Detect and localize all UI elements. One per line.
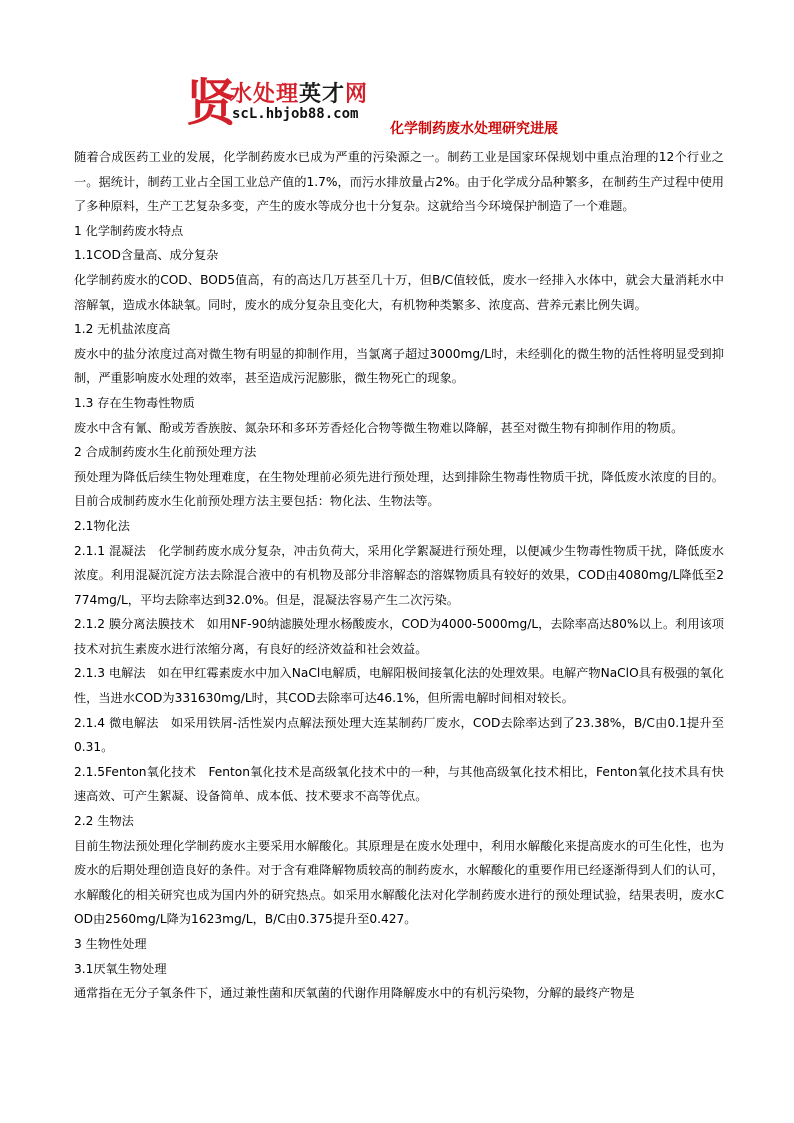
logo-name — [230, 77, 368, 108]
paragraph: 目前生物法预处理化学制药废水主要采用水解酸化。其原理是在废水处理中，利用水解酸化来提高废水的可生化性，也为废水的后期处理创造良好的条件。对于含有难降解物质较高的制药废水，水解酸化的重要作用已经逐渐得到人们的认可，水解酸化的相关研究也成为国内外的研究热点。如采用水解酸化法对化学制药废水进行的预处理试验，结果表明，废水COD由2560mg/L降为1623mg/L，B/C由0.375提升至0.427。 — [74, 838, 724, 927]
section-heading: 1 化学制药废水特点 — [74, 223, 184, 238]
section-heading: 3.1厌氧生物处理 — [74, 961, 167, 976]
paragraph: 2.1.1 混凝法 化学制药废水成分复杂，冲击负荷大，采用化学絮凝进行预处理，以便减少生物毒性物质干扰，降低废水浓度。利用混凝沉淀方法去除混合液中的有机物及部分非溶解态的溶媒物质具有较好的效果，COD由4080mg/L降低至2774mg/L，平均去除率达到32.0%。但是，混凝法容易产生二次污染。 — [74, 543, 724, 607]
paragraph: 随着合成医药工业的发展，化学制药废水已成为严重的污染源之一。制药工业是国家环保规划中重点治理的12个行业之一。据统计，制药工业占全国工业总产值的1.7%，而污水排放量占2%。由于化学成分品种繁多，在制药生产过程中使用了多种原料，生产工艺复杂多变，产生的废水等成分也十分复杂。这就给当今环境保护制造了一个难题。 — [74, 150, 724, 214]
section-heading: 1.1COD含量高、成分复杂 — [74, 248, 219, 263]
logo-name-dark: 英才 — [299, 82, 346, 107]
paragraph: 废水中的盐分浓度过高对微生物有明显的抑制作用，当氯离子超过3000mg/L时，未经驯化的微生物的活性将明显受到抑制，严重影响废水处理的效率，甚至造成污泥膨胀，微生物死亡的现象。 — [74, 346, 724, 386]
document-body — [74, 145, 724, 1006]
logo-name-red2: 网 — [345, 82, 369, 107]
section-heading: 3 生物性处理 — [74, 937, 147, 951]
paragraph: 化学制药废水的COD、BOD5值高，有的高达几万甚至几十万，但B/C值较低，废水一经排入水体中，就会大量消耗水中溶解氧，造成水体缺氧。同时，废水的成分复杂且变化大，有机物种类繁多、浓度高、营养元素比例失调。 — [74, 272, 724, 312]
paragraph: 2.1.4 微电解法 如采用铁屑-活性炭内点解法预处理大连某制药厂废水，COD去除率达到了23.38%，B/C由0.1提升至0.31。 — [74, 715, 724, 755]
logo-url: scL.hbjob88.com — [232, 106, 359, 122]
paragraph: 2.1.5Fenton氧化技术 Fenton氧化技术是高级氧化技术中的一种，与其他高级氧化技术相比，Fenton氧化技术具有快速高效、可产生絮凝、设备简单、成本低、技术要求不高等优点。 — [74, 764, 724, 804]
section-heading: 2 合成制药废水生化前预处理方法 — [74, 445, 257, 460]
section-heading: 2.1物化法 — [74, 518, 130, 533]
paragraph: 预处理为降低后续生物处理难度，在生物处理前必须先进行预处理，达到排除生物毒性物质干扰，降低废水浓度的目的。目前合成制药废水生化前预处理方法主要包括：物化法、生物法等。 — [74, 469, 724, 509]
logo-mark: 贤 — [186, 73, 236, 132]
section-heading: 2.2 生物法 — [74, 814, 134, 829]
paragraph: 2.1.3 电解法 如在甲红霉素废水中加入NaCl电解质，电解阳极间接氧化法的处理效果。电解产物NaClO具有极强的氧化性，当进水COD为331630mg/L时，其COD去除率可达46.1%，但所需电解时间相对较长。 — [74, 666, 724, 706]
document-title: 化学制药废水处理研究进展 — [390, 121, 558, 137]
section-heading: 1.2 无机盐浓度高 — [74, 322, 171, 337]
paragraph: 通常指在无分子氧条件下，通过兼性菌和厌氧菌的代谢作用降解废水中的有机污染物，分解的最终产物是 — [74, 986, 635, 1001]
site-logo[interactable] — [186, 74, 416, 132]
logo-name-red: 水处理 — [230, 82, 300, 107]
section-heading: 1.3 存在生物毒性物质 — [74, 395, 195, 410]
paragraph: 2.1.2 膜分离法膜技术 如用NF-90纳滤膜处理水杨酸废水，COD为4000-5000mg/L，去除率高达80%以上。利用该项技术对抗生素废水进行浓缩分离，有良好的经济效益和社会效益。 — [74, 617, 724, 656]
paragraph: 废水中含有氰、酚或芳香族胺、氮杂环和多环芳香烃化合物等微生物难以降解，甚至对微生物有抑制作用的物质。 — [74, 420, 684, 435]
